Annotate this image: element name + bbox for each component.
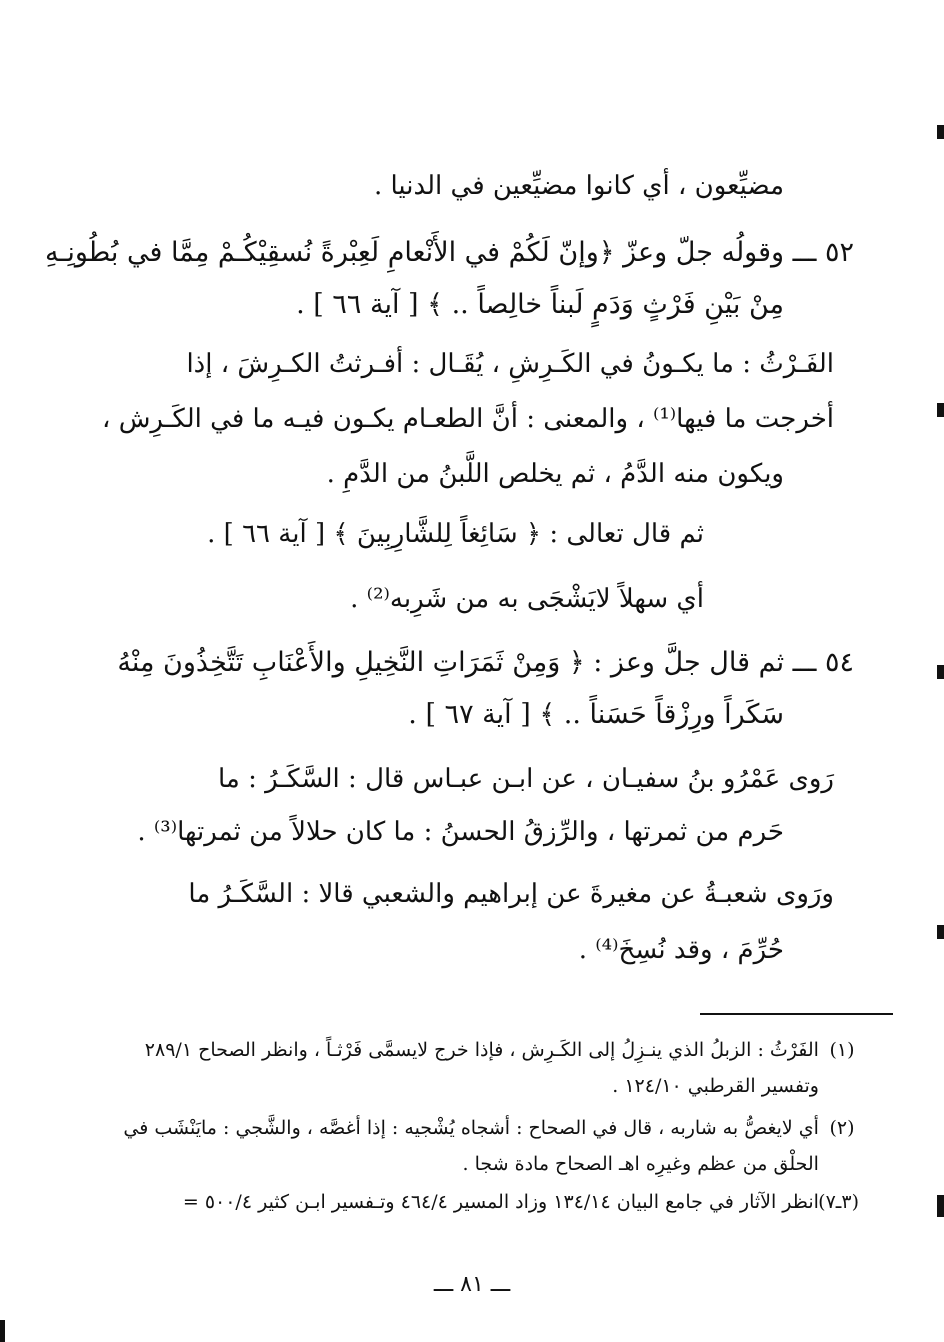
text-line-9: ٥٤ ـــ ثم قال جلَّ وعز : ﴿ وَمِنْ ثَمَرَاتِ النَّخِيلِ والأَعْنَابِ تَتَّخِذُونَ مِنْهُ	[117, 647, 854, 678]
left-edge-mark	[0, 1320, 5, 1342]
text-line-4: الفَـرْثُ : ما يكـونُ في الكَـرِشِ ، يُقَـال : أفـرثتُ الكـرِشَ ، إذا	[186, 349, 834, 379]
text-line-3: مِنْ بَيْنِ فَرْثٍ وَدَمٍ لَبناً خالِصاً .. ﴾ [ آية ٦٦ ] .	[296, 289, 784, 320]
right-edge-mark-5	[937, 1195, 944, 1217]
footnote-number: (١)	[829, 1039, 855, 1061]
text-line-6: ويكون منه الدَّمُ ، ثم يخلص اللَّبنُ من الدَّمِ .	[326, 459, 784, 489]
footnote-separator	[700, 1013, 893, 1015]
footnote-text: الحلْق من عظم وغيرِه اهـ الصحاح مادة شجا .	[462, 1153, 819, 1175]
footnote-3-7	[183, 1192, 859, 1213]
text-line-5: أخرجت ما فيها⁽¹⁾ ، والمعنى : أنَّ الطعـام يكـون فيـه ما في الكَـرِش ،	[102, 404, 834, 434]
text-line-12: حَرم من ثمرتها ، والرِّزقُ الحسنُ : ما كان حلالاً من ثمرتها⁽³⁾ .	[137, 817, 784, 847]
text-line-8: أي سهلاً لايَشْجَى به من شَرِبه⁽²⁾ .	[350, 584, 704, 614]
footnote-2	[123, 1118, 859, 1139]
text-line-1: مضيِّعون ، أي كانوا مضيِّعين في الدنيا .	[373, 171, 784, 201]
footnote-number: (٢)	[829, 1117, 855, 1139]
right-edge-mark-1	[937, 125, 944, 139]
footnote-number: (٣ـ٧)	[818, 1191, 859, 1213]
right-edge-mark-2	[937, 403, 944, 417]
text-line-11: رَوى عَمْرُو بنُ سفيـان ، عن ابـن عبـاس قال : السَّكَـرُ : ما	[217, 764, 834, 794]
text-line-10: سَكَراً ورِزْقاً حَسَناً .. ﴾ [ آية ٦٧ ] .	[408, 699, 784, 730]
footnote-2-cont	[463, 1154, 859, 1175]
text-line-7: ثم قال تعالى : ﴿ سَائِغاً لِلشَّارِبِينَ ﴾ [ آية ٦٦ ] .	[207, 519, 704, 549]
footnote-1	[145, 1040, 859, 1061]
text-line-13: ورَوى شعبـةُ عن مغيرةَ عن إبراهيم والشعبي قالا : السَّكَـرُ ما	[188, 879, 834, 909]
text-line-14: حُرِّمَ ، وقد نُسِخَ⁽⁴⁾ .	[578, 935, 784, 965]
text-line-2: ٥٢ ـــ وقولُه جلّ وعزّ ﴿وإنّ لَكُمْ في الأَنْعامِ لَعِبْرةً نُسقِيْكُـمْ مِمَّا في بُطُونِـهِ	[44, 237, 854, 268]
footnote-1-cont	[612, 1076, 859, 1097]
right-edge-mark-4	[937, 925, 944, 939]
footnote-text: وتفسير القرطبي ١٢٤/١٠ .	[612, 1075, 819, 1097]
right-edge-mark-3	[937, 665, 944, 679]
footnote-text: الفَرْثُ : الزبلُ الذي ينـزِلُ إلى الكَـرِش ، فإذا خرج لايسمَّى فَرْثـاً ، وانظر الصحاح ٢٨٩/١	[144, 1039, 819, 1061]
page-number: ـــ ٨١ ـــ	[433, 1272, 511, 1297]
footnote-text: انظر الآثار في جامع البيان ١٣٤/١٤ وزاد المسير ٤٦٤/٤ وتـفسير ابـن كثير ٥٠٠/٤ =	[182, 1191, 819, 1213]
footnote-text: أي لايغصُّ به شاربه ، قال في الصحاح : أشجاه يُشْجيه : إذا أغصَّه ، والشَّجي : مايَنْشَب في	[123, 1117, 819, 1139]
